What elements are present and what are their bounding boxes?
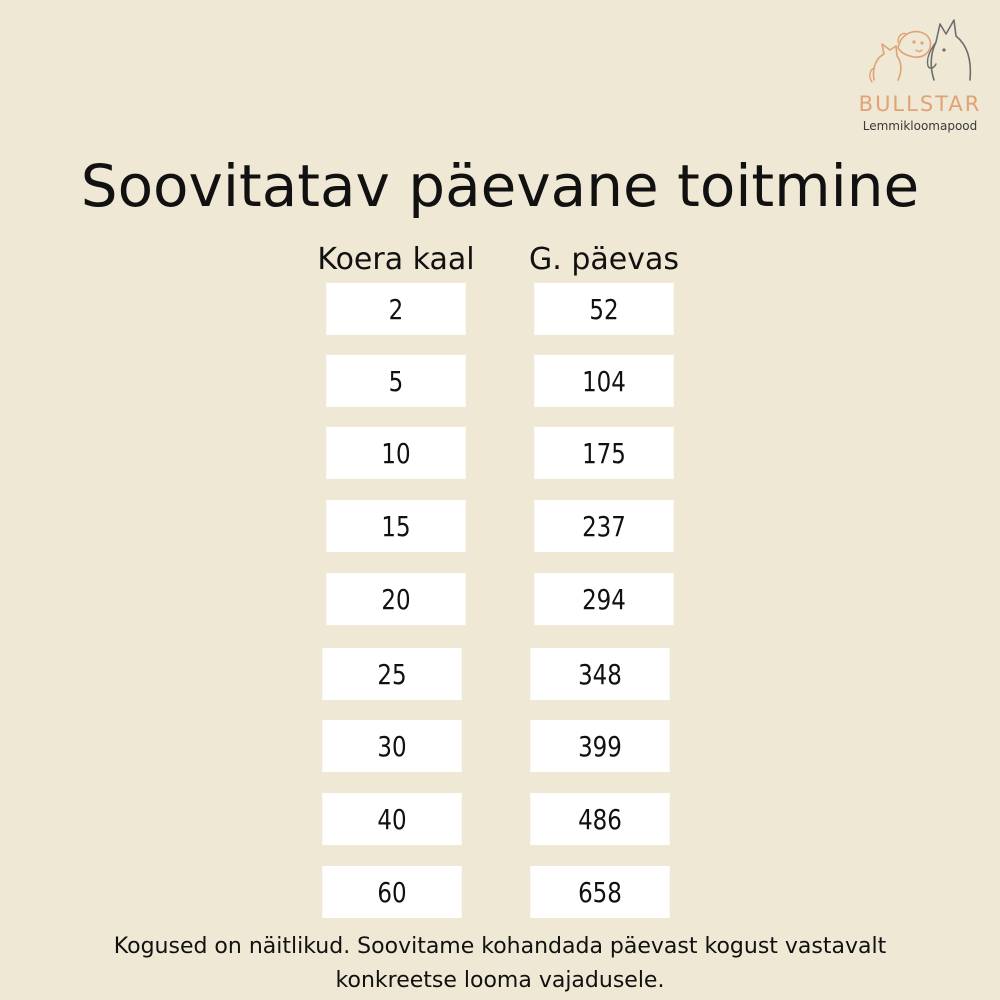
table-cell-weight: 30 [322,720,461,772]
disclaimer-note: Kogused on näitlikud. Soovitame kohandada päevast kogust vastavalt konkreetse looma vajadusele. [113,934,887,993]
table-cell-grams: 294 [534,573,673,625]
table-cell-weight: 25 [322,648,461,700]
table-cell-weight: 2 [326,283,465,335]
table-cell-weight: 15 [326,500,465,552]
brand-logo [850,8,990,133]
table-cell-weight: 10 [326,427,465,479]
table-cell-weight: 60 [322,866,461,918]
table-cell-grams: 486 [530,793,669,845]
table-cell-weight: 20 [326,573,465,625]
table-cell-grams: 52 [534,283,673,335]
table-cell-weight: 40 [322,793,461,845]
pets-logo-icon [864,10,976,88]
column-header-grams: G. päevas [529,242,679,277]
table-cell-grams: 175 [534,427,673,479]
table-cell-grams: 104 [534,355,673,407]
brand-tagline: Lemmikloomapood [862,119,978,133]
table-cell-grams: 237 [534,500,673,552]
table-cell-weight: 5 [326,355,465,407]
column-header-weight: Koera kaal [317,242,475,277]
brand-name: BULLSTAR [858,92,982,116]
table-cell-grams: 348 [530,648,669,700]
page-title: Soovitatav päevane toitmine [80,152,920,220]
table-cell-grams: 399 [530,720,669,772]
table-cell-grams: 658 [530,866,669,918]
